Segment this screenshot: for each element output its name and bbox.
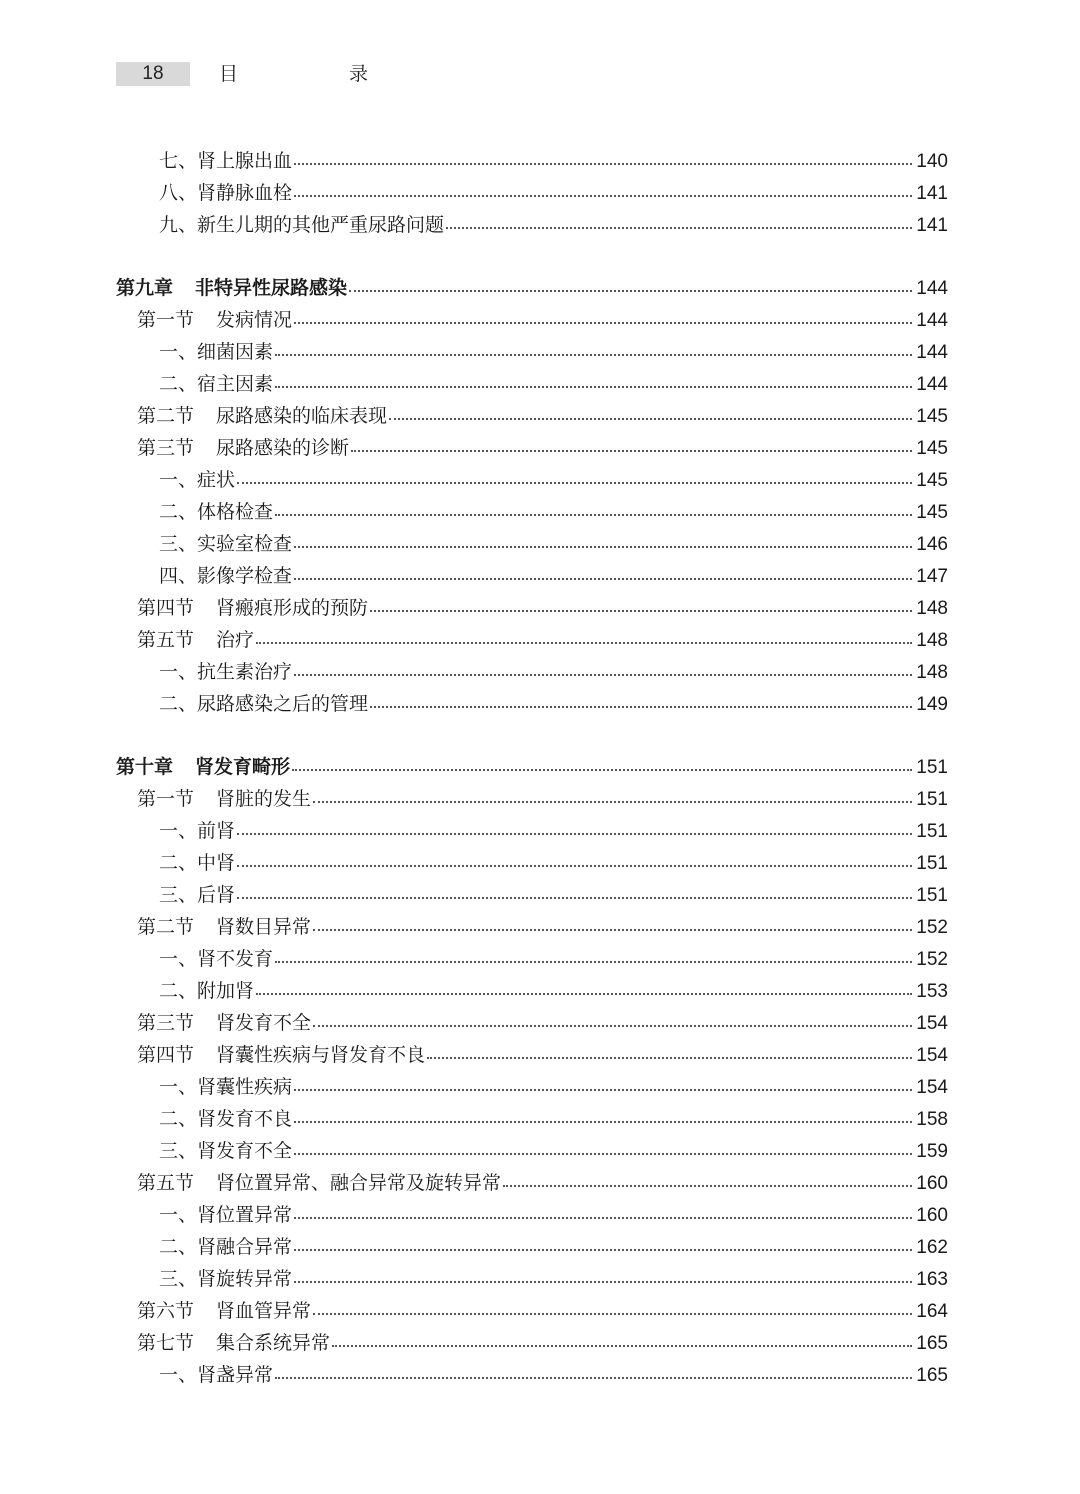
toc-item-entry: [0, 815, 948, 847]
toc-section-entry: [0, 592, 948, 624]
toc-entry-number: 三、: [159, 533, 198, 555]
toc-entry-page: 164: [916, 1301, 948, 1322]
toc-section-entry: [0, 624, 948, 656]
toc-entry-title: 肾静脉血栓: [197, 182, 293, 204]
toc-entry-number: 一、: [159, 469, 198, 491]
dot-leader: [294, 1120, 912, 1123]
toc-entry-title: 宿主因素: [197, 373, 274, 395]
toc-entry-page: 141: [916, 183, 948, 204]
toc-entry-number: 二、: [159, 693, 198, 715]
dot-leader: [294, 321, 912, 324]
toc-entry-number: 第三节: [137, 1012, 195, 1034]
toc-entry-number: 二、: [159, 852, 198, 874]
dot-leader: [503, 1184, 912, 1187]
dot-leader: [294, 194, 912, 197]
toc-section-entry: [0, 432, 948, 464]
toc-item-entry: [0, 1359, 948, 1391]
dot-leader: [237, 481, 912, 484]
toc-entry-number: 第一节: [137, 309, 195, 331]
toc-entry-title: 肾不发育: [197, 948, 274, 970]
toc-entry-page: 144: [916, 310, 948, 331]
toc-entry-title: 肾发育不良: [197, 1108, 293, 1130]
toc-entry-page: 153: [916, 981, 948, 1002]
toc-entry-number: 三、: [159, 1268, 198, 1290]
toc-entry-page: 163: [916, 1269, 948, 1290]
toc-entry-number: 第五节: [137, 629, 195, 651]
toc-entry-title: 肾发育不全: [197, 1140, 293, 1162]
toc-item-entry: [0, 1071, 948, 1103]
toc-entry-page: 144: [916, 374, 948, 395]
dot-leader: [294, 673, 912, 676]
toc-entry-page: 158: [916, 1109, 948, 1130]
toc-entry-page: 145: [916, 470, 948, 491]
toc-entry-title: 症状: [197, 469, 236, 491]
toc-entry-page: 152: [916, 949, 948, 970]
toc-chapter-entry: [0, 751, 948, 783]
toc-entry-page: 145: [916, 502, 948, 523]
dot-leader: [389, 417, 912, 420]
dot-leader: [313, 1312, 912, 1315]
toc-item-entry: [0, 656, 948, 688]
toc-entry-title: 肾位置异常: [197, 1204, 293, 1226]
toc-entry-number: 三、: [159, 884, 198, 906]
toc-entry-title: 前肾: [197, 820, 236, 842]
dot-leader: [313, 928, 912, 931]
toc-item-entry: [0, 847, 948, 879]
dot-leader: [275, 513, 912, 516]
dot-leader: [370, 609, 912, 612]
toc-entry-title: 治疗: [216, 629, 255, 651]
toc-entry-number: 四、: [159, 565, 198, 587]
toc-item-entry: [0, 879, 948, 911]
toc-item-entry: [0, 688, 948, 720]
toc-entry-number: 第三节: [137, 437, 195, 459]
toc-entry-page: 151: [916, 853, 948, 874]
toc-entry-title: 附加肾: [197, 980, 255, 1002]
toc-entry-title: 肾发育不全: [216, 1012, 312, 1034]
toc-entry-number: 一、: [159, 1076, 198, 1098]
toc-section-entry: [0, 1167, 948, 1199]
toc-entry-title: 肾脏的发生: [216, 788, 312, 810]
dot-leader: [294, 1280, 912, 1283]
toc-entry-title: 肾盏异常: [197, 1364, 274, 1386]
toc-entry-number: 第五节: [137, 1172, 195, 1194]
toc-section-entry: [0, 304, 948, 336]
toc-entry-number: 三、: [159, 1140, 198, 1162]
dot-leader: [237, 896, 912, 899]
toc-entry-page: 151: [916, 821, 948, 842]
dot-leader: [313, 1024, 912, 1027]
toc-item-entry: [0, 975, 948, 1007]
dot-leader: [351, 449, 912, 452]
toc-item-entry: [0, 560, 948, 592]
toc-entry-title: 肾瘢痕形成的预防: [216, 597, 369, 619]
toc-entry-title: 细菌因素: [197, 341, 274, 363]
toc-section-entry: [0, 1327, 948, 1359]
toc-entry-page: 148: [916, 662, 948, 683]
toc-item-entry: [0, 1135, 948, 1167]
toc-entry-title: 尿路感染之后的管理: [197, 693, 369, 715]
dot-leader: [256, 641, 912, 644]
toc-entry-page: 152: [916, 917, 948, 938]
toc-entry-title: 非特异性尿路感染: [195, 277, 348, 299]
toc-entry-title: 肾融合异常: [197, 1236, 293, 1258]
toc-entry-number: 第十章: [116, 756, 174, 778]
toc-entry-number: 八、: [159, 182, 198, 204]
dot-leader: [446, 226, 912, 229]
toc-entry-page: 148: [916, 598, 948, 619]
header-title: 目 录: [219, 63, 415, 85]
toc-entry-title: 尿路感染的临床表现: [216, 405, 388, 427]
toc-entry-title: 肾囊性疾病与肾发育不良: [216, 1044, 426, 1066]
toc-entry-page: 144: [916, 342, 948, 363]
toc-entry-number: 一、: [159, 1364, 198, 1386]
dot-leader: [313, 800, 912, 803]
toc-entry-title: 肾旋转异常: [197, 1268, 293, 1290]
dot-leader: [294, 1216, 912, 1219]
toc-entry-page: 147: [916, 566, 948, 587]
toc-entry-number: 第二节: [137, 405, 195, 427]
dot-leader: [256, 992, 912, 995]
toc-entry-page: 154: [916, 1013, 948, 1034]
toc-entry-page: 154: [916, 1077, 948, 1098]
toc-item-entry: [0, 209, 948, 241]
dot-leader: [349, 289, 912, 292]
dot-leader: [294, 545, 912, 548]
toc-entry-number: 九、: [159, 214, 198, 236]
toc-item-entry: [0, 336, 948, 368]
toc-entry-number: 一、: [159, 661, 198, 683]
toc-entry-page: 165: [916, 1333, 948, 1354]
toc-entry-title: 体格检查: [197, 501, 274, 523]
dot-leader: [237, 864, 912, 867]
toc-item-entry: [0, 496, 948, 528]
toc-entry-page: 144: [916, 278, 948, 299]
toc-entry-page: 145: [916, 438, 948, 459]
dot-leader: [294, 577, 912, 580]
toc-section-entry: [0, 1295, 948, 1327]
toc-entry-number: 第九章: [116, 277, 174, 299]
toc-entry-number: 第二节: [137, 916, 195, 938]
toc-entry-number: 二、: [159, 373, 198, 395]
toc-entry-title: 集合系统异常: [216, 1332, 331, 1354]
dot-leader: [237, 832, 912, 835]
toc-entry-page: 149: [916, 694, 948, 715]
dot-leader: [275, 353, 912, 356]
toc-entry-page: 148: [916, 630, 948, 651]
page-number: 18: [116, 62, 190, 86]
toc-entry-title: 肾数目异常: [216, 916, 312, 938]
toc-section-entry: [0, 1007, 948, 1039]
toc-item-entry: [0, 1199, 948, 1231]
toc-section-entry: [0, 911, 948, 943]
dot-leader: [275, 960, 912, 963]
toc-entry-page: 151: [916, 757, 948, 778]
toc-entry-title: 发病情况: [216, 309, 293, 331]
toc-entry-number: 二、: [159, 501, 198, 523]
toc-entry-title: 肾位置异常、融合异常及旋转异常: [216, 1172, 502, 1194]
toc-entry-page: 145: [916, 406, 948, 427]
toc-entry-number: 第四节: [137, 1044, 195, 1066]
dot-leader: [294, 1248, 912, 1251]
dot-leader: [294, 162, 912, 165]
toc-item-entry: [0, 1263, 948, 1295]
dot-leader: [332, 1344, 912, 1347]
toc-entry-number: 第一节: [137, 788, 195, 810]
toc-section-entry: [0, 400, 948, 432]
toc-entry-title: 中肾: [197, 852, 236, 874]
toc-item-entry: [0, 464, 948, 496]
toc-entry-title: 肾上腺出血: [197, 150, 293, 172]
dot-leader: [370, 705, 912, 708]
toc-entry-title: 肾囊性疾病: [197, 1076, 293, 1098]
toc-entry-title: 影像学检查: [197, 565, 293, 587]
toc-entry-page: 162: [916, 1237, 948, 1258]
toc-entry-number: 第四节: [137, 597, 195, 619]
dot-leader: [292, 768, 912, 771]
toc-entry-page: 151: [916, 789, 948, 810]
toc-entry-number: 一、: [159, 820, 198, 842]
toc-item-entry: [0, 943, 948, 975]
toc-item-entry: [0, 1231, 948, 1263]
toc-entry-title: 后肾: [197, 884, 236, 906]
toc-entry-page: 151: [916, 885, 948, 906]
toc-section-entry: [0, 1039, 948, 1071]
dot-leader: [294, 1088, 912, 1091]
toc-entry-title: 尿路感染的诊断: [216, 437, 350, 459]
toc-entry-page: 165: [916, 1365, 948, 1386]
toc-entry-title: 实验室检查: [197, 533, 293, 555]
toc-entry-number: 一、: [159, 948, 198, 970]
toc-item-entry: [0, 368, 948, 400]
toc-item-entry: [0, 528, 948, 560]
toc-entry-number: 第七节: [137, 1332, 195, 1354]
toc-item-entry: [0, 1103, 948, 1135]
dot-leader: [427, 1056, 912, 1059]
toc-entry-title: 肾血管异常: [216, 1300, 312, 1322]
toc-entry-number: 第六节: [137, 1300, 195, 1322]
toc-entry-page: 160: [916, 1205, 948, 1226]
dot-leader: [275, 1376, 912, 1379]
toc-section-entry: [0, 783, 948, 815]
toc-entry-title: 新生儿期的其他严重尿路问题: [197, 214, 445, 236]
toc-chapter-entry: [0, 272, 948, 304]
toc-entry-page: 160: [916, 1173, 948, 1194]
toc-entry-page: 146: [916, 534, 948, 555]
toc-entry-page: 141: [916, 215, 948, 236]
toc-item-entry: [0, 177, 948, 209]
toc-entry-title: 肾发育畸形: [195, 756, 291, 778]
toc-entry-number: 二、: [159, 1236, 198, 1258]
toc-entry-title: 抗生素治疗: [197, 661, 293, 683]
toc-entry-page: 140: [916, 151, 948, 172]
toc-entry-number: 七、: [159, 150, 198, 172]
toc-entry-number: 一、: [159, 1204, 198, 1226]
toc-entry-number: 一、: [159, 341, 198, 363]
dot-leader: [294, 1152, 912, 1155]
toc-entry-page: 159: [916, 1141, 948, 1162]
toc-entry-number: 二、: [159, 1108, 198, 1130]
toc-entry-page: 154: [916, 1045, 948, 1066]
dot-leader: [275, 385, 912, 388]
toc-entry-number: 二、: [159, 980, 198, 1002]
toc-item-entry: [0, 145, 948, 177]
